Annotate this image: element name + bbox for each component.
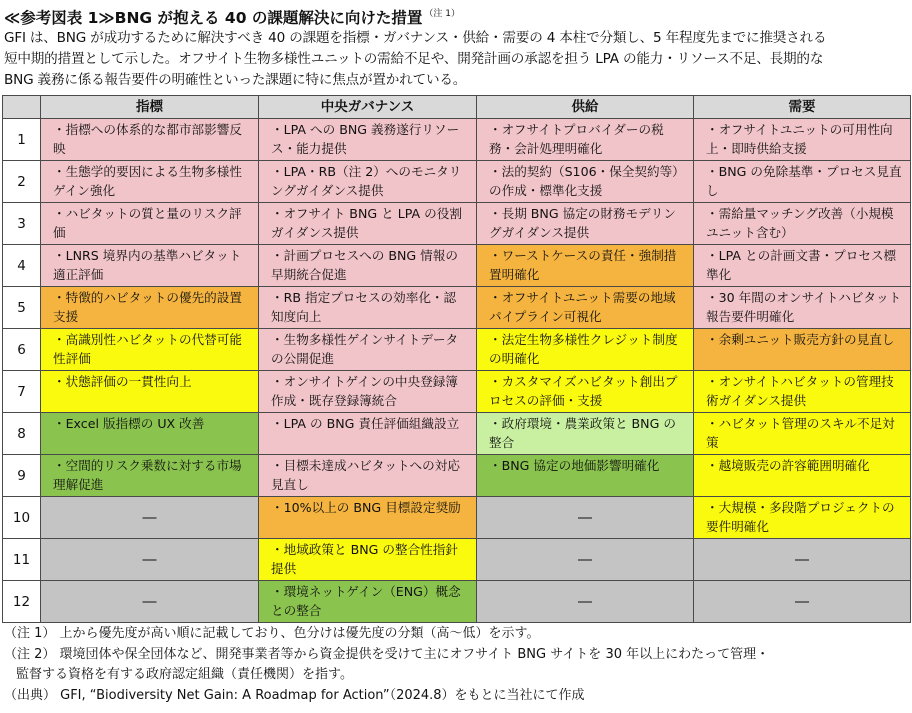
measure-cell: ・LPA への BNG 義務遂行リソース・能力提供 [259,119,477,161]
measure-cell: ― [694,539,911,581]
source-note: （出典） GFI, “Biodiversity Net Gain: A Roadmap for Action”（2024.8）をもとに当社にて作成 [4,687,585,703]
measure-cell: ・特徴的ハビタットの優先的設置支援 [41,287,259,329]
row-number: 6 [3,329,41,371]
measure-cell: ・法的契約（S106・保全契約等）の作成・標準化支援 [477,161,694,203]
measure-cell: ・高識別性ハビタットの代替可能性評価 [41,329,259,371]
figure-title-note: （注 1） [424,9,460,19]
measure-cell: ・オンサイトゲインの中央登録簿作成・既存登録簿統合 [259,371,477,413]
measure-cell: ・オフサイト BNG と LPA の役割ガイダンス提供 [259,203,477,245]
measure-cell: ・BNG 協定の地価影響明確化 [477,455,694,497]
measures-table [2,95,911,623]
measure-cell: ・越境販売の許容範囲明確化 [694,455,911,497]
measure-cell: ・BNG の免除基準・プロセス見直し [694,161,911,203]
measure-cell: ― [694,581,911,623]
measure-cell: ・余剰ユニット販売方針の見直し [694,329,911,371]
table-body [3,119,911,623]
header-supply: 供給 [477,96,694,119]
table-row [3,371,911,413]
table-row [3,455,911,497]
measure-cell: ・オンサイトハビタットの管理技術ガイダンス提供 [694,371,911,413]
measure-cell: ・カスタマイズハビタット創出プロセスの評価・支援 [477,371,694,413]
measure-cell: ― [477,497,694,539]
header-central-governance: 中央ガバナンス [259,96,477,119]
measure-cell: ― [41,539,259,581]
note-2-continued: 監督する資格を有する政府認定組織（責任機関）を指す。 [16,667,353,682]
measure-cell: ・大規模・多段階プロジェクトの要件明確化 [694,497,911,539]
measure-cell: ・ワーストケースの責任・強制措置明確化 [477,245,694,287]
row-number: 2 [3,161,41,203]
table-row [3,203,911,245]
note-1: （注 1） 上から優先度が高い順に記載しており、色分けは優先度の分類（高～低）を示す。 [4,626,540,641]
row-number: 1 [3,119,41,161]
measure-cell: ・LPA との計画文書・プロセス標準化 [694,245,911,287]
measure-cell: ・LNRS 境界内の基準ハビタット適正評価 [41,245,259,287]
table-row [3,413,911,455]
measure-cell: ・RB 指定プロセスの効率化・認知度向上 [259,287,477,329]
header-demand: 需要 [694,96,911,119]
measure-cell: ・オフサイトユニット需要の地域パイプライン可視化 [477,287,694,329]
measure-cell: ・LPA・RB（注 2）へのモニタリングガイダンス提供 [259,161,477,203]
measure-cell: ― [41,497,259,539]
measure-cell: ・生物多様性ゲインサイトデータの公開促進 [259,329,477,371]
table-row [3,497,911,539]
row-number: 9 [3,455,41,497]
measure-cell: ・目標未達成ハビタットへの対応見直し [259,455,477,497]
row-number: 5 [3,287,41,329]
intro-paragraph [4,28,910,91]
notes-section [4,624,910,706]
row-number: 8 [3,413,41,455]
table-row [3,581,911,623]
measure-cell: ・空間的リスク乗数に対する市場理解促進 [41,455,259,497]
measure-cell: ・ハビタット管理のスキル不足対策 [694,413,911,455]
measure-cell: ・生態学的要因による生物多様性ゲイン強化 [41,161,259,203]
row-number: 11 [3,539,41,581]
table-header-row [3,96,911,119]
table-row [3,161,911,203]
header-num [3,96,41,119]
measure-cell: ・オフサイトプロバイダーの税務・会計処理明確化 [477,119,694,161]
measure-cell: ― [477,539,694,581]
measure-cell: ・長期 BNG 協定の財務モデリングガイダンス提供 [477,203,694,245]
measure-cell: ― [41,581,259,623]
measure-cell: ・地域政策と BNG の整合性指針提供 [259,539,477,581]
measure-cell: ・計画プロセスへの BNG 情報の早期統合促進 [259,245,477,287]
table-row [3,119,911,161]
row-number: 3 [3,203,41,245]
measure-cell: ・需給量マッチング改善（小規模ユニット含む） [694,203,911,245]
intro-line: BNG 義務に係る報告要件の明確性といった課題に特に焦点が置かれている。 [4,72,467,88]
measure-cell: ・LPA の BNG 責任評価組織設立 [259,413,477,455]
measure-cell: ・環境ネットゲイン（ENG）概念との整合 [259,581,477,623]
row-number: 4 [3,245,41,287]
measure-cell: ・状態評価の一貫性向上 [41,371,259,413]
header-indicators: 指標 [41,96,259,119]
measure-cell: ・政府環境・農業政策と BNG の整合 [477,413,694,455]
measure-cell: ・30 年間のオンサイトハビタット報告要件明確化 [694,287,911,329]
measure-cell: ― [477,581,694,623]
row-number: 12 [3,581,41,623]
table-row [3,539,911,581]
intro-line: GFI は、BNG が成功するために解決すべき 40 の課題を指標・ガバナンス・供給・需要の 4 本柱で分類し、5 年程度先までに推奨される [4,30,827,46]
row-number: 10 [3,497,41,539]
measure-cell: ・オフサイトユニットの可用性向上・即時供給支援 [694,119,911,161]
table-row [3,245,911,287]
row-number: 7 [3,371,41,413]
figure-title [4,3,904,29]
measure-cell: ・Excel 版指標の UX 改善 [41,413,259,455]
note-2: （注 2） 環境団体や保全団体など、開発事業者等から資金提供を受けて主にオフサイト BNG サイトを 30 年以上にわたって管理・ [4,646,770,662]
measure-cell: ・10%以上の BNG 目標設定奨励 [259,497,477,539]
intro-line: 短中期的措置として示した。オフサイト生物多様性ユニットの需給不足や、開発計画の承認を担う LPA の能力・リソース不足、長期的な [4,51,824,67]
figure-title-text: ≪参考図表 1≫BNG が抱える 40 の課題解決に向けた措置 [4,9,423,27]
measure-cell: ・ハビタットの質と量のリスク評価 [41,203,259,245]
measure-cell: ・法定生物多様性クレジット制度の明確化 [477,329,694,371]
table-row [3,329,911,371]
table-row [3,287,911,329]
measure-cell: ・指標への体系的な都市部影響反映 [41,119,259,161]
